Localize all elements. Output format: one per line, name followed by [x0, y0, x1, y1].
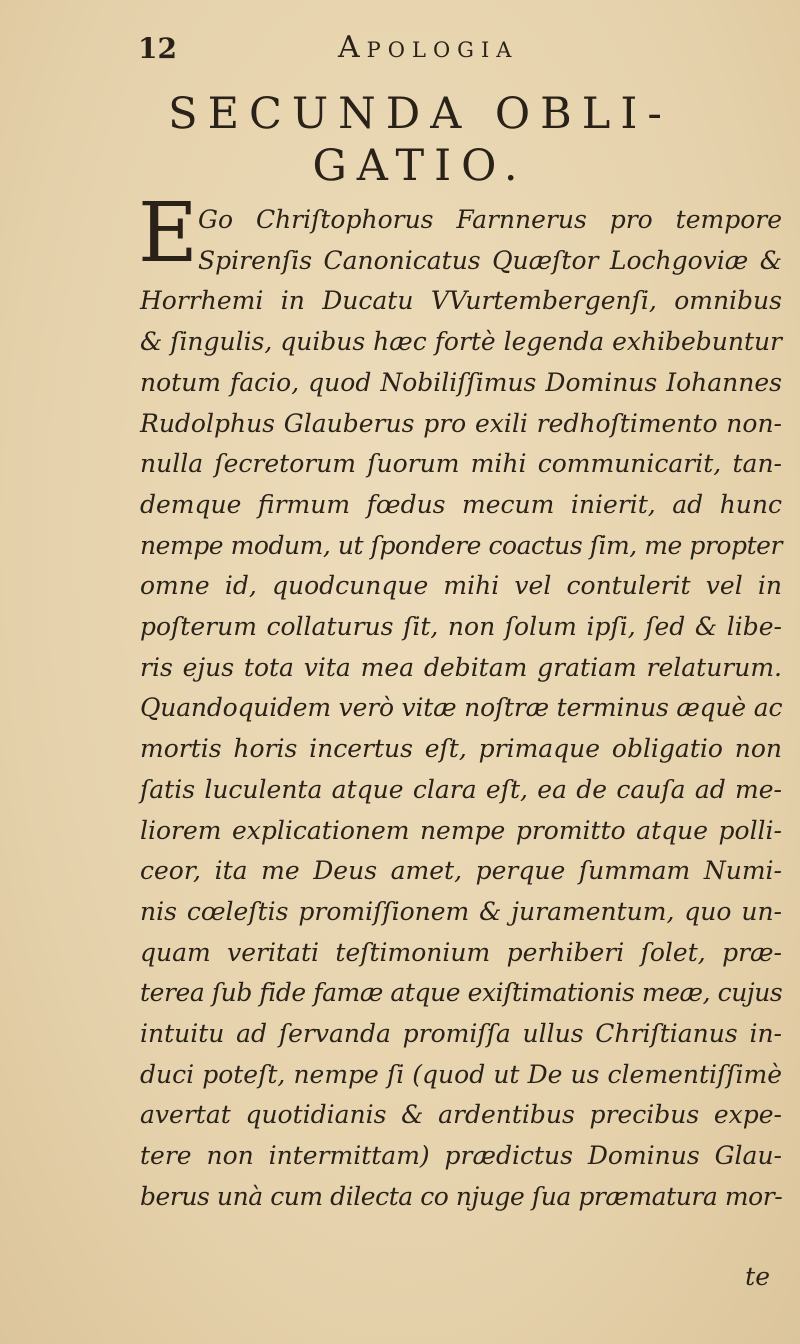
text-line: ſatis luculenta atque clara eſt, ea de cauſa ad me- — [140, 774, 782, 804]
text-line: Quandoquidem verò vitæ noſtræ terminus æquè ac — [140, 693, 783, 723]
catchword: te — [745, 1262, 770, 1291]
drop-cap: E — [138, 186, 198, 281]
text-line: demque firmum fœdus mecum inierit, ad hunc — [140, 489, 782, 519]
running-head — [138, 28, 740, 68]
text-line: Rudolphus Glauberus pro exili redhoſtimento non- — [140, 408, 782, 438]
text-line: notum facio, quod Nobiliſſimus Dominus Iohannes — [140, 367, 782, 397]
running-title: Apologia — [338, 30, 519, 65]
text-line: mortis horis incertus eſt, primaque obligatio non — [140, 734, 782, 764]
text-line: nempe modum, ut ſpondere coactus ſim, me propter — [140, 530, 782, 560]
text-line: omne id, quodcunque mihi vel contulerit vel in — [140, 571, 782, 601]
text-line: terea ſub fide famæ atque exiſtimationis meæ, cujus — [140, 978, 783, 1008]
text-line: liorem explicationem nempe promitto atque polli- — [140, 815, 782, 845]
text-line: Go Chriſtophorus Farnnerus pro tempore — [198, 205, 782, 234]
section-title-line-2: GATIO. — [312, 141, 528, 191]
section-title-line-1: SECUNDA OBLI- — [168, 89, 672, 139]
page-number: 12 — [138, 32, 177, 65]
text-line: intuitu ad ſervanda promiſſa ullus Chriſtianus in- — [140, 1019, 782, 1049]
text-line: ris ejus tota vita mea debitam gratiam relaturum. — [140, 652, 782, 682]
text-line: ceor, ita me Deus amet, perque ſummam Numi- — [140, 856, 782, 886]
text-line: & ſingulis, quibus hæc fortè legenda exhibebuntur — [140, 327, 782, 357]
text-line: duci poteſt, nempe ſi (quod ut De us clementiſſimè — [140, 1059, 782, 1089]
text-line: tere non intermittam) prædictus Dominus Glau- — [140, 1141, 782, 1171]
text-line: Spirenſis Canonicatus Quæſtor Lochgoviæ & — [198, 245, 782, 275]
text-line: quam veritati teſtimonium perhiberi ſolet, præ- — [140, 937, 782, 967]
text-line: nis cœleſtis promiſſionem & juramentum, quo un- — [140, 896, 782, 926]
text-line: poſterum collaturus ſit, non ſolum ipſi, ſed & libe- — [140, 612, 782, 642]
text-line: Horrhemi in Ducatu VVurtembergenſi, omnibus — [140, 286, 782, 316]
text-line: nulla ſecretorum ſuorum mihi communicarit, tan- — [140, 449, 782, 479]
text-line: berus unà cum dilecta co njuge ſua præmatura mor- — [140, 1181, 783, 1211]
section-title — [120, 88, 720, 192]
text-line: avertat quotidianis & ardentibus precibus expe- — [140, 1100, 782, 1130]
body-text — [140, 200, 782, 1218]
